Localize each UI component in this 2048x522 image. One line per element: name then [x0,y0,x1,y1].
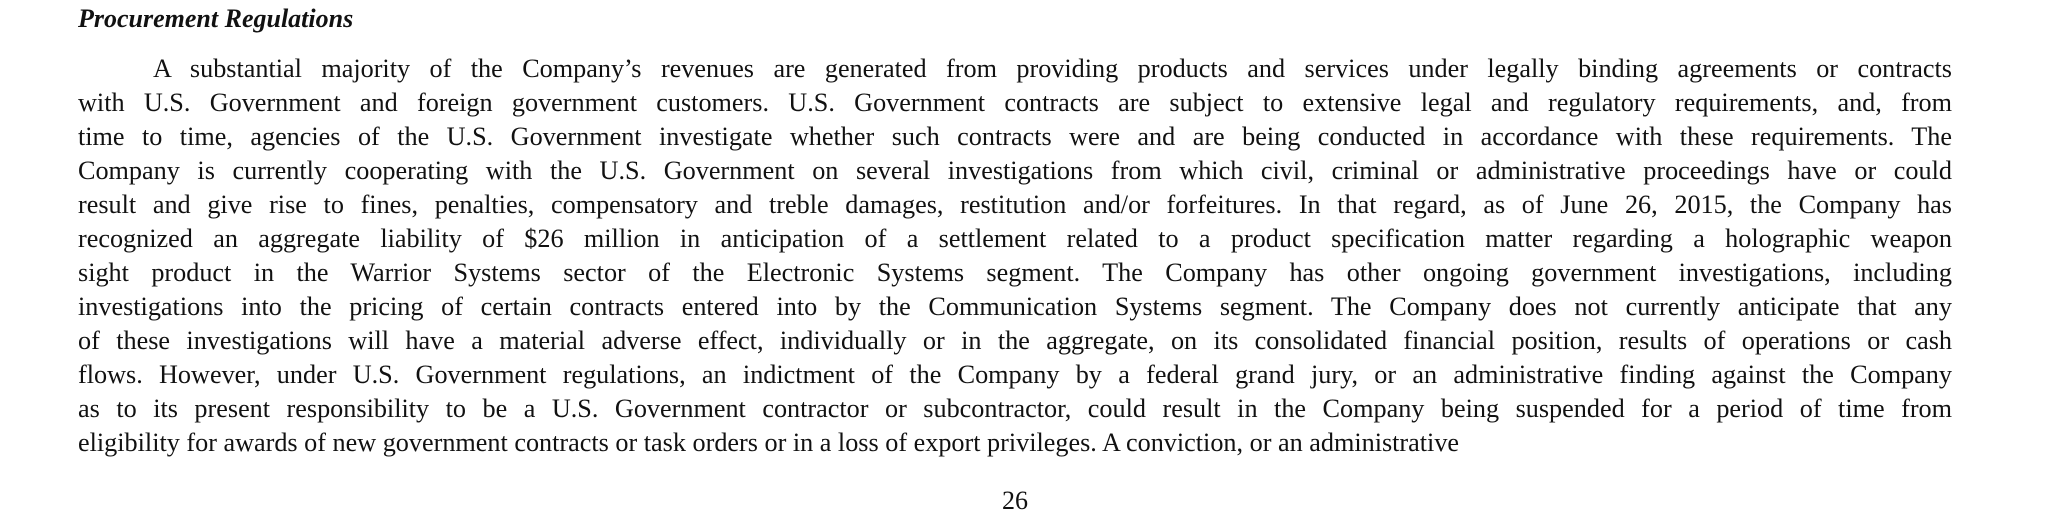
body-paragraph [78,52,1952,460]
paragraph-line-9: of these investigations will have a material adverse effect, individually or in the aggregate, on its consolidated financial position, results of operations or cash [78,326,1952,355]
paragraph-line-3: time to time, agencies of the U.S. Government investigate whether such contracts were and are being conducted in accordance with these requirements. The [78,122,1952,151]
paragraph-line-12: eligibility for awards of new government contracts or task orders or in a loss of export privileges. A conviction, or an administrative [78,428,1460,457]
page-number: 26 [1002,486,1028,515]
paragraph-line-1: A substantial majority of the Company’s revenues are generated from providing products and services under legally binding agreements or contracts [153,54,1952,83]
paragraph-line-2: with U.S. Government and foreign government customers. U.S. Government contracts are subject to extensive legal and regulatory requirements, and, from [78,88,1952,117]
paragraph-line-7: sight product in the Warrior Systems sector of the Electronic Systems segment. The Company has other ongoing government investigations, including [78,258,1952,287]
paragraph-line-10: flows. However, under U.S. Government regulations, an indictment of the Company by a federal grand jury, or an administrative finding against the Company [78,360,1952,389]
paragraph-line-8: investigations into the pricing of certain contracts entered into by the Communication Systems segment. The Company does not currently anticipate that any [78,292,1952,321]
document-page [78,0,1952,522]
section-heading: Procurement Regulations [78,4,354,33]
paragraph-line-6: recognized an aggregate liability of $26 million in anticipation of a settlement related to a product specification matter regarding a holographic weapon [78,224,1952,253]
paragraph-line-11: as to its present responsibility to be a U.S. Government contractor or subcontractor, could result in the Company being suspended for a period of time from [78,394,1952,423]
paragraph-line-5: result and give rise to fines, penalties, compensatory and treble damages, restitution and/or forfeitures. In that regard, as of June 26, 2015, the Company has [78,190,1952,219]
paragraph-line-4: Company is currently cooperating with the U.S. Government on several investigations from which civil, criminal or administrative proceedings have or could [78,156,1952,185]
